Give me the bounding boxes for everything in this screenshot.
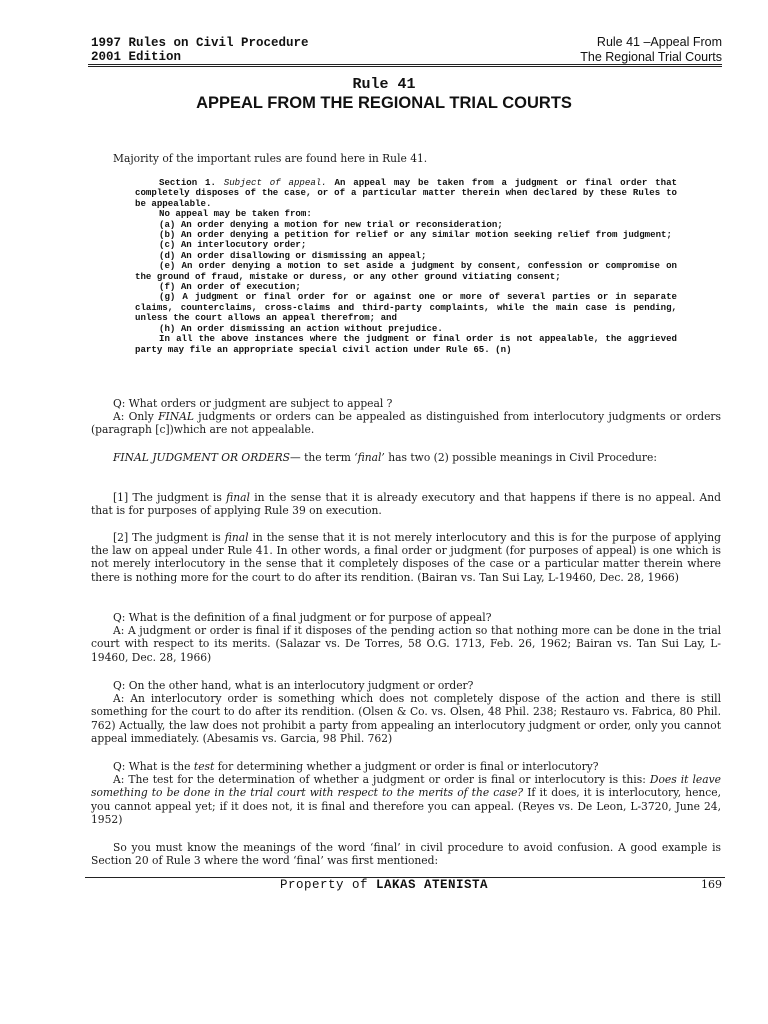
answer-emphasis: FINAL: [158, 410, 194, 424]
answer: [91, 410, 721, 436]
question: Q: What orders or judgment are subject to appeal ?: [113, 397, 393, 410]
meaning-1-paragraph: [91, 491, 721, 517]
book-title: 1997 Rules on Civil Procedure: [91, 36, 309, 50]
section-heading: Subject of appeal.: [223, 177, 327, 188]
section-label: Section 1.: [159, 177, 216, 188]
paragraph-text: has two (2) possible meanings in Civil Procedure:: [384, 451, 657, 464]
paragraph: [91, 491, 721, 517]
paragraph-text: [1] The judgment is: [113, 491, 227, 504]
section-1-text: [135, 178, 677, 355]
question-text: for determining whether a judgment or order is final or interlocutory?: [214, 760, 599, 773]
running-header-left: [91, 36, 309, 64]
closing-paragraph: [91, 841, 721, 867]
paragraph: So you must know the meanings of the word ‘final’ in civil procedure to avoid confusion. A good example is Section 20 of Rule 3 where the word ‘final’ was first mentioned:: [91, 841, 721, 868]
rule-number: Rule 41: [352, 76, 416, 93]
qa-test-final-interlocutory: [91, 760, 721, 826]
section-1-closing: In all the above instances where the judgment or final order is not appealable, the aggrieved party may file an appropriate special civil action under Rule 65. (n): [135, 333, 677, 355]
running-header-right: [580, 35, 722, 65]
law-item-c: (c) An interlocutory order;: [159, 239, 307, 251]
question: Q: On the other hand, what is an interlocutory judgment or order?: [113, 679, 474, 692]
paragraph: [91, 451, 721, 464]
answer-text: judgments or orders can be appealed as distinguished from interlocutory judgments or orders (paragraph [c])which are not appealable.: [91, 410, 721, 437]
answer: A: A judgment or order is final if it disposes of the pending action so that nothing more can be done in the trial court with respect to its merits. (Salazar vs. De Torres, 58 O.G. 1713, Feb. 26, 1962; Bairan vs. Tan Sui Lay, L-19460, Dec. 28, 1966): [91, 624, 721, 664]
intro-paragraph: Majority of the important rules are found here in Rule 41.: [113, 152, 428, 165]
answer: [91, 773, 721, 826]
subheading: FINAL JUDGMENT OR ORDERS: [113, 451, 290, 464]
book-edition: 2001 Edition: [91, 50, 182, 64]
law-item-f: (f) An order of execution;: [159, 281, 301, 293]
meaning-2-paragraph: [91, 531, 721, 584]
answer-text: A: The test for the determination of whether a judgment or order is final or interlocutory is this:: [113, 773, 650, 787]
page-number: 169: [701, 878, 722, 891]
section-1-lead: [135, 178, 677, 209]
qa-final-judgment-definition: [91, 611, 721, 664]
question-text: Q: What is the: [113, 760, 194, 773]
term-emphasis: final: [224, 531, 249, 544]
section-lead-text: An appeal may be taken from a judgment or final order that completely disposes of the case, or of a particular matter therein when declared by these Rules to be appealable.: [135, 177, 678, 209]
footer-prefix: Property of: [279, 878, 376, 892]
paragraph-text: [2] The judgment is: [113, 531, 225, 544]
chapter-ref-line1: Rule 41 –Appeal From: [596, 35, 722, 49]
paragraph-text: in the sense that it is not merely interlocutory and this is for the purpose of applying the law on appeal under Rule 41. In other words, a final order or judgment (for purposes of appeal) is one which is not merely interlocutory in the sense that it completely disposes of the case or a particular matter therein where there is nothing more for the court to do after its rendition. (Bairan vs. Tan Sui Lay, L-19460, Dec. 28, 1966): [91, 531, 722, 584]
term-emphasis: ‘final’: [354, 451, 385, 464]
term-emphasis: final: [226, 491, 250, 504]
header-rule-bottom: [88, 66, 722, 67]
paragraph-text: — the term: [289, 451, 355, 464]
question: Q: What is the definition of a final judgment or for purpose of appeal?: [113, 611, 492, 624]
chapter-ref-line2: The Regional Trial Courts: [580, 50, 722, 64]
question: [91, 760, 721, 773]
answer-emphasis: Does it leave something to be done in the trial court with respect to the merits of the case?: [91, 773, 721, 800]
law-item-h: (h) An order dismissing an action without prejudice.: [159, 322, 443, 334]
law-item-b: (b) An order denying a petition for relief or any similar motion seeking relief from judgment;: [159, 229, 672, 241]
law-item-e: (e) An order denying a motion to set aside a judgment by consent, confession or compromise on the ground of fraud, mistake or duress, or any other ground vitiating consent;: [135, 260, 677, 282]
final-judgment-paragraph: [91, 451, 721, 464]
answer-text: If it does, it is interlocutory, hence, you cannot appeal yet; if it does not, it is final and therefore you can appeal. (Reyes vs. De Leon, L-3720, June 24, 1952): [91, 786, 721, 826]
answer-text: A: Only: [113, 410, 159, 424]
law-item-g: (g) A judgment or final order for or against one or more of several parties or in separate claims, counterclaims, cross-claims and third-party complaints, while the main case is pending, unless the court allows an appeal therefrom; and: [135, 291, 677, 324]
no-appeal-line: No appeal may be taken from:: [159, 208, 312, 220]
question-emphasis: test: [193, 760, 215, 773]
rule-title: APPEAL FROM THE REGIONAL TRIAL COURTS: [196, 94, 572, 112]
answer: A: An interlocutory order is something which does not completely dispose of the action and there is still something for the court to do after its rendition. (Olsen & Co. vs. Olsen, 48 Phil. 238; Restauro vs. Fabrica, 80 Phil. 762) Actually, the law does not prohibit a party from appealing an interlocutory judgment or order, only you cannot appeal immediately. (Abesamis vs. Garcia, 98 Phil. 762): [91, 692, 721, 745]
qa-interlocutory-order: [91, 679, 721, 745]
qa-subject-of-appeal: [91, 397, 721, 437]
law-item-a: (a) An order denying a motion for new trial or reconsideration;: [159, 218, 503, 230]
law-item-d: (d) An order disallowing or dismissing an appeal;: [159, 249, 427, 261]
paragraph-text: in the sense that it is already executory and that happens if there is no appeal. And that is for purposes of applying Rule 39 on execution.: [91, 491, 722, 518]
header-rule-top: [88, 64, 722, 65]
footer-owner: LAKAS ATENISTA: [375, 878, 489, 892]
paragraph: [91, 531, 721, 584]
footer-property: [0, 878, 768, 892]
